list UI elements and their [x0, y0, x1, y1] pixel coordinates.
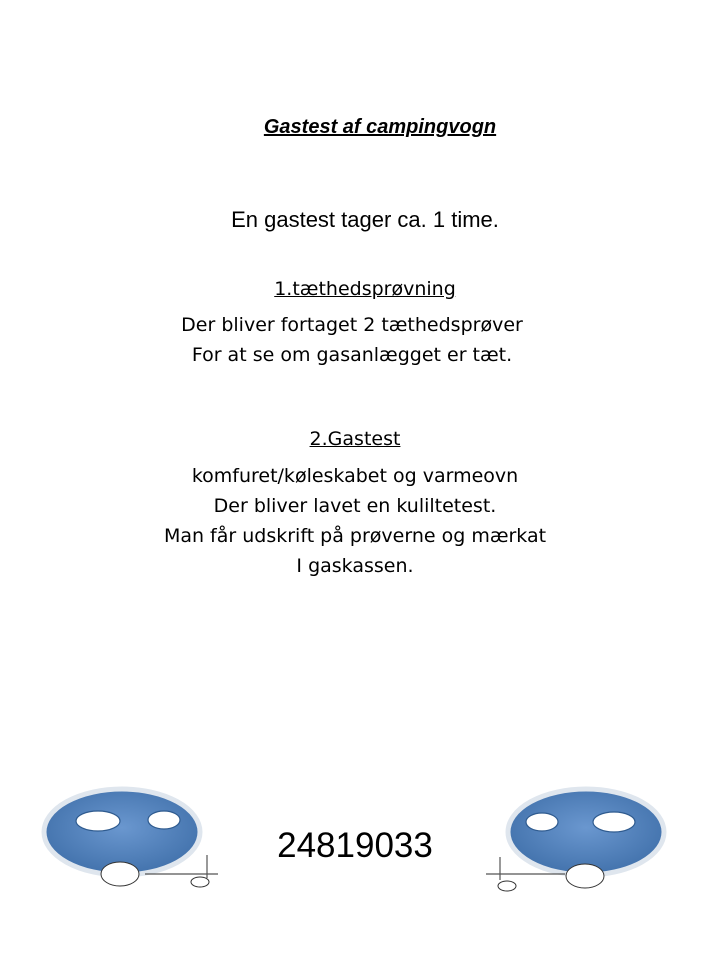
section-1-line-2: For at se om gasanlægget er tæt.: [191, 344, 513, 366]
document-title: Gastest af campingvogn: [263, 116, 497, 138]
section-2-heading: 2.Gastest: [309, 428, 401, 450]
phone-number: 24819033: [277, 826, 433, 865]
section-2-line-4: I gaskassen.: [296, 555, 414, 577]
section-2-body: [0, 461, 710, 581]
section-1-heading: 1.tæthedsprøvning: [274, 278, 456, 300]
section-1-line-1: Der bliver fortaget 2 tæthedsprøver: [181, 314, 523, 336]
section-1-body: [0, 310, 704, 370]
section-2-line-1: komfuret/køleskabet og varmeovn: [191, 465, 519, 487]
stylized-caravan-face-icon: [480, 785, 680, 895]
section-2-line-3: Man får udskrift på prøverne og mærkat: [163, 525, 547, 547]
intro-text: En gastest tager ca. 1 time.: [231, 207, 499, 232]
section-2-line-2: Der bliver lavet en kuliltetest.: [213, 495, 497, 517]
section-1-heading-wrap: [0, 274, 720, 304]
stylized-caravan-face-icon: [30, 785, 230, 895]
section-2-heading-wrap: [0, 424, 710, 454]
